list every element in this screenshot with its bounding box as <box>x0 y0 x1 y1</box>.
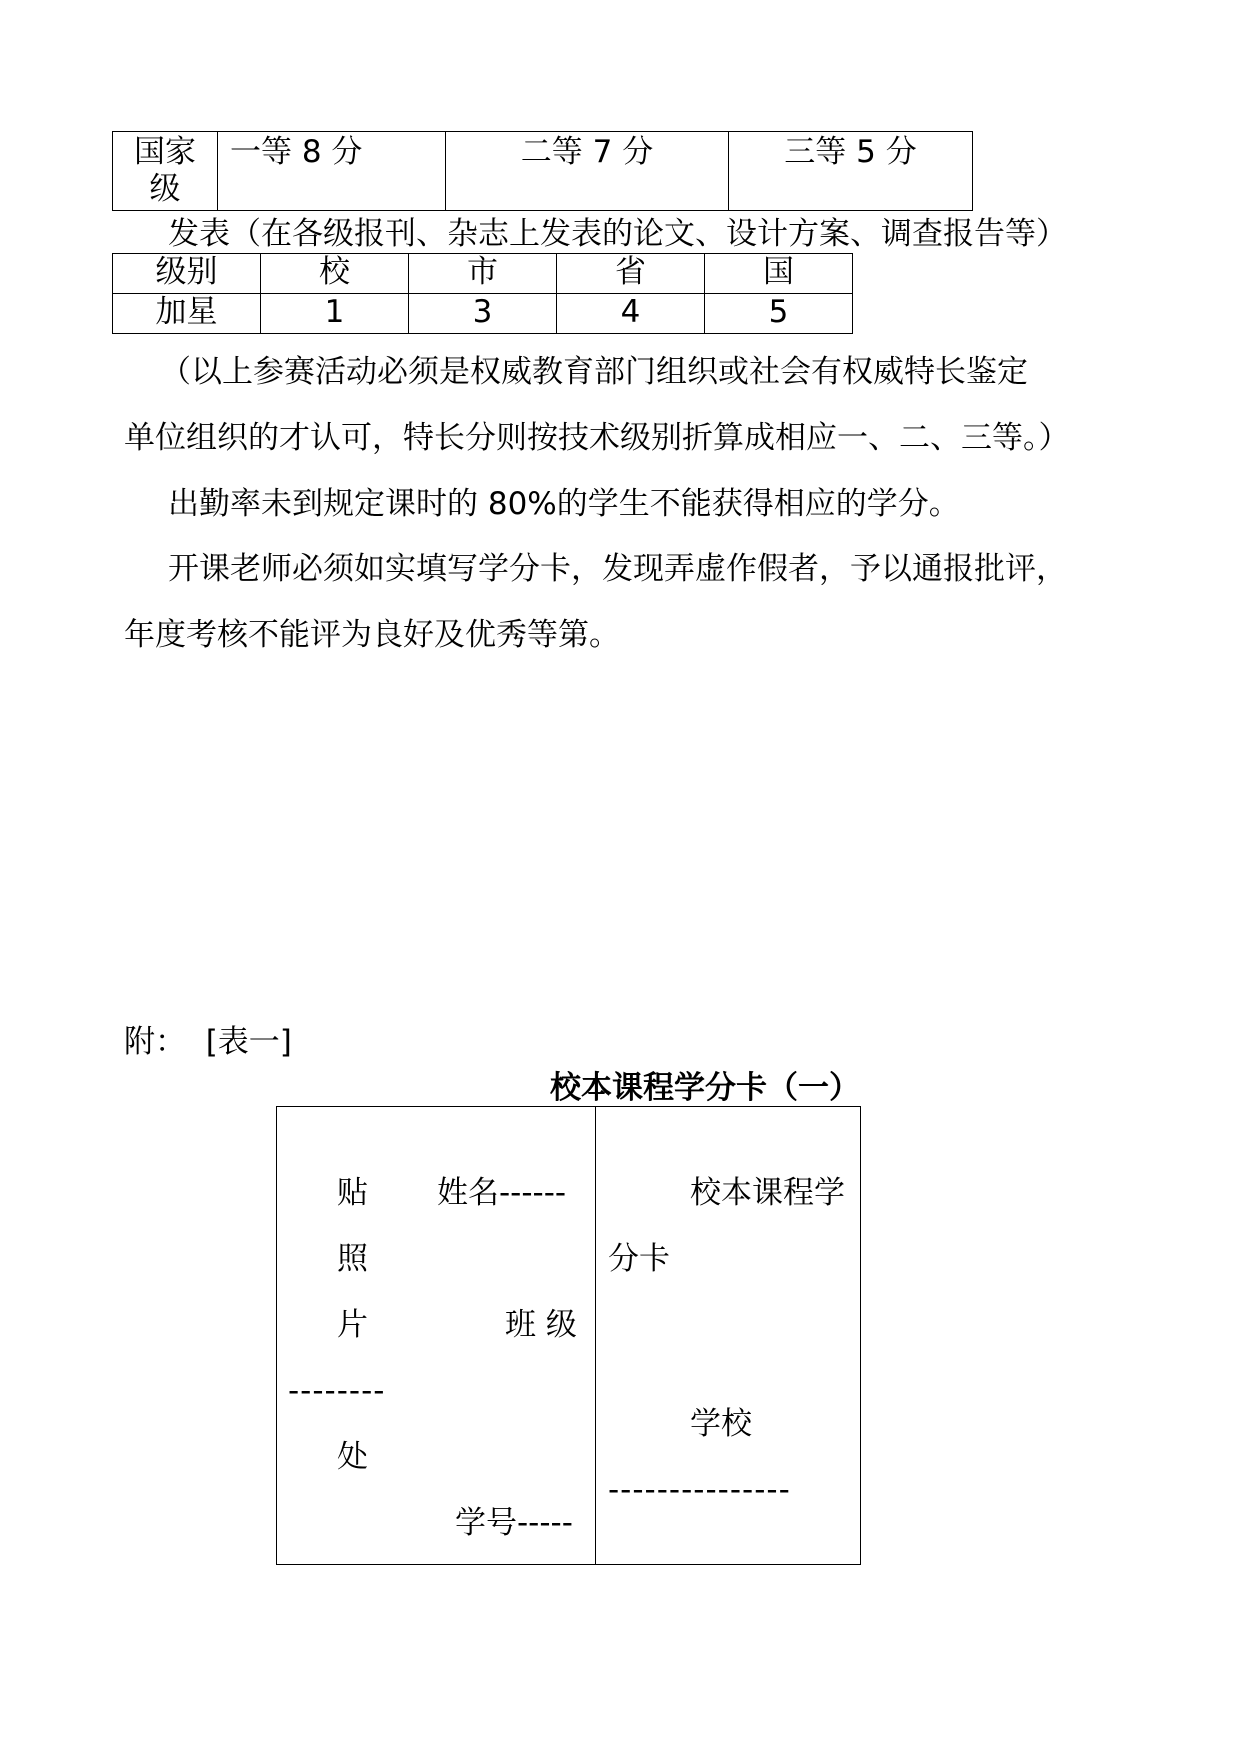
school-dash: --------------- <box>608 1472 791 1508</box>
card-title: 校本课程学分卡（一） <box>550 1070 860 1106</box>
publish-value-city: 3 <box>408 293 557 334</box>
third-prize-label: 三等 5 分 <box>784 134 917 170</box>
national-level-label: 国家级 <box>134 134 196 207</box>
third-prize-cell <box>728 131 973 211</box>
credit-card-divider <box>595 1106 596 1565</box>
publish-header-school: 校 <box>260 253 409 294</box>
photo-char-3: 片 <box>337 1307 368 1343</box>
card-right-title-2: 分卡 <box>608 1241 670 1277</box>
first-prize-label: 一等 8 分 <box>230 134 363 170</box>
note-3-line-2: 年度考核不能评为良好及优秀等第。 <box>124 617 620 653</box>
second-prize-cell <box>445 131 729 211</box>
publish-header-province: 省 <box>556 253 705 294</box>
first-prize-cell <box>217 131 446 211</box>
publish-value-nation: 5 <box>704 293 853 334</box>
note-3-line-1: 开课老师必须如实填写学分卡，发现弄虚作假者，予以通报批评， <box>168 551 1067 587</box>
publish-header-city: 市 <box>408 253 557 294</box>
publish-header-nation: 国 <box>704 253 853 294</box>
publish-value-province: 4 <box>556 293 705 334</box>
note-2: 出勤率未到规定课时的 80%的学生不能获得相应的学分。 <box>168 486 960 522</box>
appendix-label: 附： [表一] <box>124 1024 292 1060</box>
note-1-line-1: （以上参赛活动必须是权威教育部门组织或社会有权威特长鉴定 <box>160 354 1028 390</box>
name-field: 姓名------ <box>437 1175 567 1211</box>
photo-char-1: 贴 <box>337 1175 368 1211</box>
photo-char-2: 照 <box>337 1241 368 1277</box>
school-field: 学校 <box>690 1406 752 1442</box>
publish-header-level: 级别 <box>112 253 261 294</box>
second-prize-label: 二等 7 分 <box>520 134 654 170</box>
note-1-line-2: 单位组织的才认可，特长分则按技术级别折算成相应一、二、三等。） <box>124 420 1070 456</box>
class-field: 班 级 <box>505 1307 577 1343</box>
publish-value-school: 1 <box>260 293 409 334</box>
student-id-field: 学号----- <box>455 1505 573 1541</box>
publish-heading: 发表（在各级报刊、杂志上发表的论文、设计方案、调查报告等） <box>168 216 1067 252</box>
national-level-cell <box>112 131 218 211</box>
photo-dash: -------- <box>288 1373 386 1409</box>
photo-char-4: 处 <box>337 1439 368 1475</box>
publish-row-label: 加星 <box>112 293 261 334</box>
card-right-title-1: 校本课程学 <box>690 1175 845 1211</box>
